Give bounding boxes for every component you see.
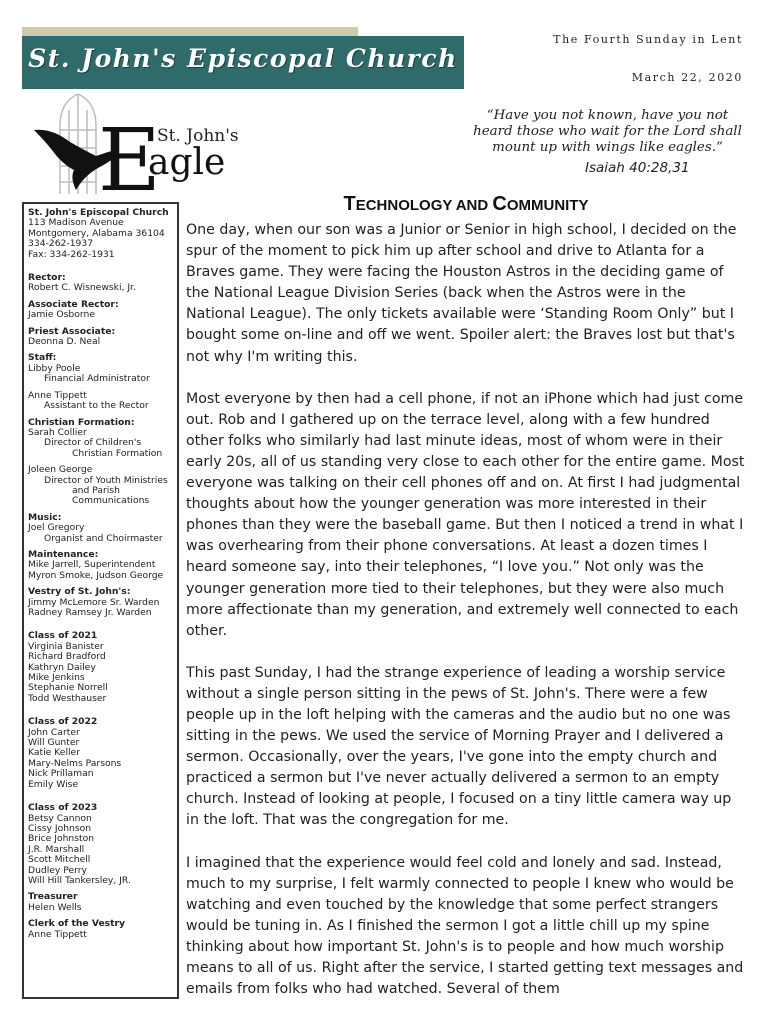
church-phone: 334-262-1937 (28, 238, 94, 250)
maintenance-line: Myron Smoke, Judson George (28, 569, 164, 581)
church-contact-block (28, 208, 174, 260)
class-member: Todd Westhauser (28, 692, 107, 704)
class-member: Cissy Johnson (28, 822, 92, 834)
class-member: Brice Johnston (28, 833, 95, 845)
class-2023-label: Class of 2023 (28, 802, 98, 814)
staff-label: Staff: (28, 352, 57, 364)
article-body (186, 220, 746, 1021)
article-paragraph: I imagined that the experience would feel cold and lonely and sad. Instead, much to my surprise, I felt warmly connected to people I knew who would be watching and even touched by the knowledge that some perfect strangers would be tuning in. As I finished the sermon I got a little chill up my spine thinking about how important St. John's is to people and how much worship means to all of us. Right after the service, I started getting text messages and emails from folks who had watched. Several of them (186, 854, 744, 998)
church-fax: Fax: 334-262-1931 (28, 248, 115, 260)
class-2021-block (28, 631, 174, 704)
maintenance-line: Mike Jarrell, Superintendent (28, 559, 156, 571)
church-address-line1: 113 Madison Avenue (28, 217, 124, 229)
associate-block (28, 300, 174, 321)
title-cap: C (492, 193, 507, 215)
vestry-block (28, 587, 174, 618)
formation-block (28, 418, 174, 460)
music-block (28, 513, 174, 544)
article-paragraph: Most everyone by then had a cell phone, if not an iPhone which had just come out. Rob and I gathered up on the terrace level, along with a few hundred other folks who similarly had last minute ideas, most of whom were in their early 20s, all of us standing very close to each other for the entire game. Most everyone was talking on their cell phones off and on. At first I had judgmental thoughts about how the younger generation was more interested in their phones than they were the baseball game. But then I noticed a trend in what I was overhearing from their phone conversations. At least a dozen times I heard someone say, into their telephones, “I love you.” Not only was the younger generation more tied to their telephones, but they were also much more affectionate than my generation, and extremely well connected to each other. (186, 390, 745, 639)
vestry-label: Vestry of St. John's: (28, 586, 131, 598)
logo-small-text: St. John's (157, 126, 239, 146)
associate-label: Associate Rector: (28, 298, 119, 310)
class-2022-label: Class of 2022 (28, 716, 98, 728)
scripture-quote: “Have you not known, have you not heard those who wait for the Lord shall mount up with wings like eagles.” (473, 108, 742, 155)
clerk-name: Anne Tippett (28, 928, 87, 940)
article-paragraph: One day, when our son was a Junior or Senior in high school, I decided on the spur of the moment to pick him up after school and drive to Atlanta for a Braves game. They were facing the Houston Astros in the deciding game of the National League Division Series (back when the Astros were in the National League). The only tickets available were ‘Standing Room Only” but I bought some on-line and off we went. Spoiler alert: the Braves lost but that's not why I'm writing this. (186, 222, 737, 365)
treasurer-name: Helen Wells (28, 901, 82, 913)
class-member: Kathryn Dailey (28, 661, 96, 673)
vestry-warden: Radney Ramsey Jr. Warden (28, 607, 152, 618)
clerk-label: Clerk of the Vestry (28, 918, 126, 930)
church-name-title: St. John's Episcopal Church (28, 44, 458, 73)
class-member: Will Gunter (28, 737, 80, 749)
class-member: Emily Wise (28, 778, 79, 790)
class-member: Will Hill Tankersley, JR. (28, 874, 131, 886)
logo-initial-e: E (98, 111, 161, 200)
class-member: Stephanie Norrell (28, 682, 108, 694)
church-contact-name: St. John's Episcopal Church (28, 207, 169, 218)
issue-date: March 22, 2020 (631, 71, 743, 84)
class-2023-block (28, 803, 174, 886)
staff-sidebar (22, 202, 179, 999)
class-member: Betsy Cannon (28, 812, 92, 824)
priest-block (28, 327, 174, 348)
scripture-citation: Isaiah 40:28,31 (585, 160, 690, 176)
class-2021-label: Class of 2021 (28, 630, 98, 642)
church-address-line2: Montgomery, Alabama 36104 (28, 227, 165, 239)
class-member: Katie Keller (28, 747, 80, 759)
class-member: Dudley Perry (28, 864, 87, 876)
formation-role: Director of Youth Ministries (44, 474, 168, 486)
class-member: Mike Jenkins (28, 672, 85, 684)
formation-role: Christian Formation (72, 447, 163, 459)
title-cap: T (343, 193, 356, 215)
staff-role: Financial Administrator (44, 373, 150, 385)
formation-block-2 (28, 465, 174, 507)
treasurer-block (28, 892, 174, 913)
clerk-block (28, 919, 174, 940)
maintenance-block (28, 550, 174, 581)
logo-word-rest: agle (148, 142, 226, 183)
music-label: Music: (28, 511, 62, 523)
associate-name: Jamie Osborne (28, 309, 95, 321)
maintenance-label: Maintenance: (28, 548, 99, 560)
title-smallcaps: OMMUNITY (506, 197, 589, 214)
rector-block (28, 273, 174, 294)
staff-name: Anne Tippett (28, 389, 87, 401)
staff-block-2 (28, 391, 174, 412)
article-title (186, 193, 746, 216)
treasurer-label: Treasurer (28, 891, 78, 903)
staff-role: Assistant to the Rector (44, 400, 149, 412)
class-member: J.R. Marshall (28, 843, 85, 855)
priest-label: Priest Associate: (28, 325, 116, 337)
class-member: John Carter (28, 726, 80, 738)
formation-name: Joleen George (28, 464, 93, 476)
title-smallcaps: ECHNOLOGY AND (355, 197, 493, 214)
class-member: Richard Bradford (28, 651, 106, 663)
staff-name: Libby Poole (28, 362, 81, 374)
formation-role: Communications (72, 495, 150, 507)
rector-label: Rector: (28, 272, 66, 284)
liturgical-date: The Fourth Sunday in Lent (553, 33, 743, 46)
music-role: Organist and Choirmaster (44, 532, 163, 544)
class-member: Mary-Nelms Parsons (28, 757, 122, 769)
music-name: Joel Gregory (28, 522, 85, 534)
class-member: Virginia Banister (28, 640, 104, 652)
article-paragraph: This past Sunday, I had the strange experience of leading a worship service without a single person sitting in the pews of St. John's. There were a few people up in the loft helping with the cameras and the audio but no one was sitting in the pews. We used the service of Morning Prayer and I delivered a sermon. Occasionally, over the years, I've gone into the empty church and practiced a sermon but I've never actually delivered a sermon to an empty church. Instead of looking at people, I focused on a tiny little camera way up in the loft. That was the congregation for me. (186, 664, 732, 829)
class-member: Scott Mitchell (28, 854, 91, 866)
class-member: Nick Prillaman (28, 768, 94, 780)
formation-role: and Parish (72, 484, 120, 496)
formation-role: Director of Children's (44, 437, 142, 449)
eagle-logo (22, 90, 252, 200)
formation-name: Sarah Collier (28, 426, 87, 438)
priest-name: Deonna D. Neal (28, 336, 101, 348)
class-2022-block (28, 717, 174, 790)
formation-label: Christian Formation: (28, 416, 135, 428)
vestry-warden: Jimmy McLemore Sr. Warden (28, 596, 160, 608)
staff-block (28, 353, 174, 384)
masthead-band (22, 36, 464, 89)
rector-name: Robert C. Wisnewski, Jr. (28, 282, 136, 294)
